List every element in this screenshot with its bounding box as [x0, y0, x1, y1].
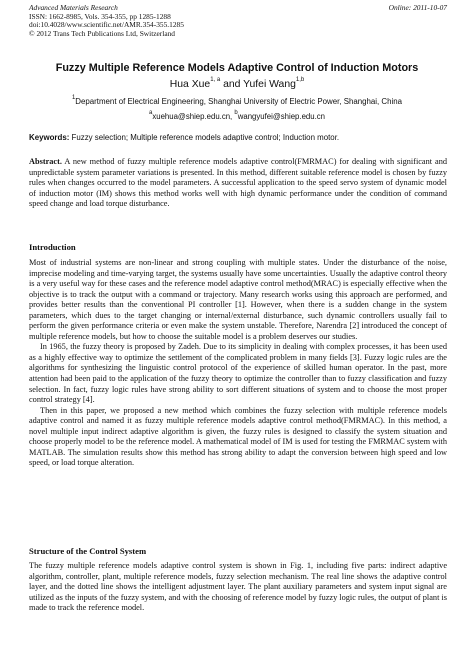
abstract-label: Abstract. — [29, 157, 62, 166]
intro-paragraph-2: In 1965, the fuzzy theory is proposed by Zadeh. Due to its simplicity in dealing with complex processes, it has been used as a highly effective way to optimize the settlement of the complicated problem in many fields [3]. Fuzzy logic rules are the algorithms for synthesizing the linguistic control protocol of the experience of skilled human operator. In the past, more attention had been paid to the application of the fuzzy theory to optimize the controller than to fuzzy classification and fuzzy selection. In fact, fuzzy logic rules have strong ability to sort different situations of system and to choose the most proper control strategy [4]. — [29, 342, 447, 405]
keywords-text: Fuzzy selection; Multiple reference models adaptive control; Induction motor. — [69, 133, 340, 142]
affiliation-text: Department of Electrical Engineering, Shanghai University of Electric Power, Shanghai, China — [75, 97, 403, 106]
paper-title: Fuzzy Multiple Reference Models Adaptive Control of Induction Motors — [55, 62, 419, 74]
abstract-text: A new method of fuzzy multiple reference models adaptive control(FMRMAC) for dealing with significant and unpredictable system parameter variations is presented. In this method, different suitable reference model is chosen by fuzzy rules when changes occurred to the model parameters. A successful application to the speed servo system of dynamic model of induction motor (IM) shows this method works well with high dynamic performance under the condition of command speed change and load torque disturbance. — [29, 157, 447, 209]
abstract — [29, 157, 447, 210]
author-1-name: Hua Xue — [169, 79, 211, 90]
journal-header — [29, 4, 447, 38]
affiliation — [0, 97, 474, 106]
intro-paragraph-1: Most of industrial systems are non-linear and strong coupling with multiple states. Under the disturbance of the noise, imprecise modeling and time-varying target, the systems usually have some uncertainties. Usually the adaptive control theory is a very useful way for these cases and the reference model adaptive control method(MRAC) is especially effective when the objective is to track the output with a command or trajectory. Many research works using this approach are performed, and provides better results than the conventional PI controller [1]. However, when there is a sudden change in the system parameters, which dues to the target changing or internal/external disturbance, such dynamic controllers usually fail to perform the given performance criteria or even make the system unstable. Therefore, Narendra [2] introduced the concept of multiple reference models, but how to choose the suitable model is a problem deserves our studies. — [29, 258, 447, 341]
abstract-paragraph — [29, 157, 447, 210]
email-a-sup: a — [149, 110, 153, 116]
author-2-name: Yufei Wang — [243, 79, 296, 90]
keywords — [29, 133, 449, 142]
affiliation-sup: 1 — [71, 95, 76, 101]
email-b[interactable]: wangyufei@shiep.edu.cn — [237, 112, 325, 121]
section-structure — [29, 561, 447, 614]
journal-doi: doi:10.4028/www.scientific.net/AMR.354-355.1285 — [29, 20, 184, 30]
author-connector: and — [220, 79, 244, 90]
email-b-sup: b — [234, 110, 238, 116]
structure-paragraph-1: The fuzzy multiple reference models adaptive control system is shown in Fig. 1, including five parts: indirect adaptive algorithm, controller, plant, multiple reference models, fuzzy selection mechanism. The real line shows the adaptive control layer, and the dotted line shows the intelligent adjustment layer. The plant auxiliary parameters and system input signal are utilized as the inputs of the fuzzy system, and with the choosing of reference model by fuzzy logic rules, the output of plant is made to track the reference model. — [29, 561, 447, 613]
author-2-sup: 1,b — [295, 77, 305, 83]
journal-header-left — [29, 4, 447, 38]
journal-issn: ISSN: 1662-8985, Vols. 354-355, pp 1285-1288 — [29, 11, 171, 21]
section-heading-introduction: Introduction — [29, 242, 76, 252]
keywords-label: Keywords: — [29, 133, 70, 142]
section-heading-structure: Structure of the Control System — [29, 546, 147, 556]
author-line — [0, 79, 474, 90]
author-1-sup: 1, a — [210, 77, 221, 83]
intro-paragraph-3: Then in this paper, we proposed a new method which combines the fuzzy selection with multiple reference models adaptive control and named it as fuzzy multiple reference models adaptive control method(FMRMAC). In this method, a novel multiple input indirect adaptive algorithm is given, the fuzzy rules is designed to classify the system situation and choose properly model to be the reference model. A mathematical model of IM is used for testing the FMRMAC system with MATLAB. The simulation results show this method has strong ability to adapt the conversion between high speed and low speed, or load torque alteration. — [29, 405, 447, 468]
section-introduction — [29, 258, 447, 469]
journal-copyright: © 2012 Trans Tech Publications Ltd, Switzerland — [29, 28, 175, 38]
online-date: Online: 2011-10-07 — [388, 3, 447, 12]
email-a[interactable]: xuehua@shiep.edu.cn, — [152, 112, 235, 121]
journal-name: Advanced Materials Research — [29, 3, 118, 12]
author-emails — [0, 112, 474, 121]
